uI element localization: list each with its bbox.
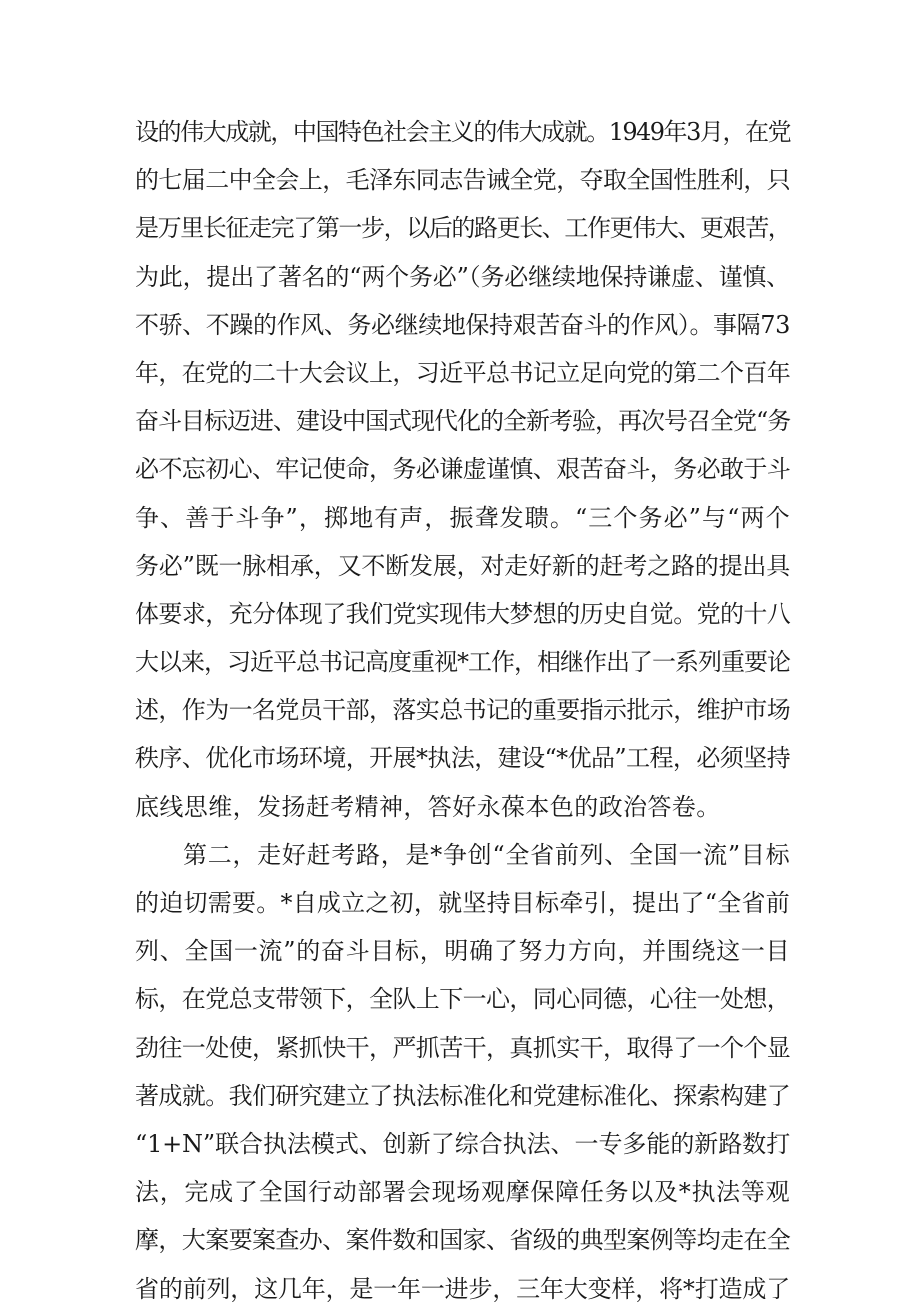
text-line: 著成就。我们研究建立了执法标准化和党建标准化、探索构建了 (135, 1081, 791, 1110)
text-line: 务必”既一脉相承，又不断发展，对走好新的赶考之路的提出具 (135, 551, 790, 580)
text-line: 必不忘初心、牢记使命，务必谦虚谨慎、艰苦奋斗，务必敢于斗 (135, 455, 791, 484)
text-line: 述，作为一名党员干部，落实总书记的重要指示批示，维护市场 (135, 696, 791, 725)
body-text (135, 108, 790, 1313)
text-line: 奋斗目标迈进、建设中国式现代化的全新考验，再次号召全党“务 (135, 407, 791, 436)
text-line: 不骄、不躁的作风、务必继续地保持艰苦奋斗的作风）。事隔73 (135, 310, 790, 339)
text-line: 劲往一处使，紧抓快干，严抓苦干，真抓实干，取得了一个个显 (135, 1033, 791, 1062)
text-line: 争、善于斗争”，掷地有声，振聋发聩。“三个务必”与“两个 (135, 503, 790, 532)
text-line: 为此，提出了著名的“两个务必”（务必继续地保持谦虚、谨慎、 (135, 262, 790, 291)
paragraph-first-line: 第二，走好赶考路，是*争创“全省前列、全国一流”目标 (183, 840, 790, 869)
text-line: 是万里长征走完了第一步，以后的路更长、工作更伟大、更艰苦， (135, 214, 791, 243)
text-line: 大以来，习近平总书记高度重视*工作，相继作出了一系列重要论 (135, 648, 790, 677)
text-line: 底线思维，发扬赶考精神，答好永葆本色的政治答卷。 (135, 792, 721, 821)
text-line: 年，在党的二十大会议上，习近平总书记立足向党的第二个百年 (135, 358, 791, 387)
text-line: 省的前列，这几年，是一年一进步，三年大变样，将*打造成了 (135, 1274, 790, 1303)
text-line: 设的伟大成就，中国特色社会主义的伟大成就。1949年3月，在党 (135, 118, 790, 146)
text-line: “1+N”联合执法模式、创新了综合执法、一专多能的新路数打 (135, 1129, 790, 1158)
text-line: 摩，大案要案查办、案件数和国家、省级的典型案例等均走在全 (135, 1226, 791, 1255)
text-line: 秩序、优化市场环境，开展*执法，建设“*优品”工程，必须坚持 (135, 744, 790, 773)
text-line: 法，完成了全国行动部署会现场观摩保障任务以及*执法等观 (135, 1178, 790, 1207)
text-line: 列、全国一流”的奋斗目标，明确了努力方向，并围绕这一目 (135, 937, 790, 966)
text-line: 标，在党总支带领下，全队上下一心，同心同德，心往一处想， (135, 985, 791, 1014)
text-line: 的迫切需要。*自成立之初，就坚持目标牵引，提出了“全省前 (135, 889, 790, 917)
text-line: 的七届二中全会上，毛泽东同志告诫全党，夺取全国性胜利，只 (135, 166, 791, 195)
text-line: 体要求，充分体现了我们党实现伟大梦想的历史自觉。党的十八 (135, 599, 791, 628)
